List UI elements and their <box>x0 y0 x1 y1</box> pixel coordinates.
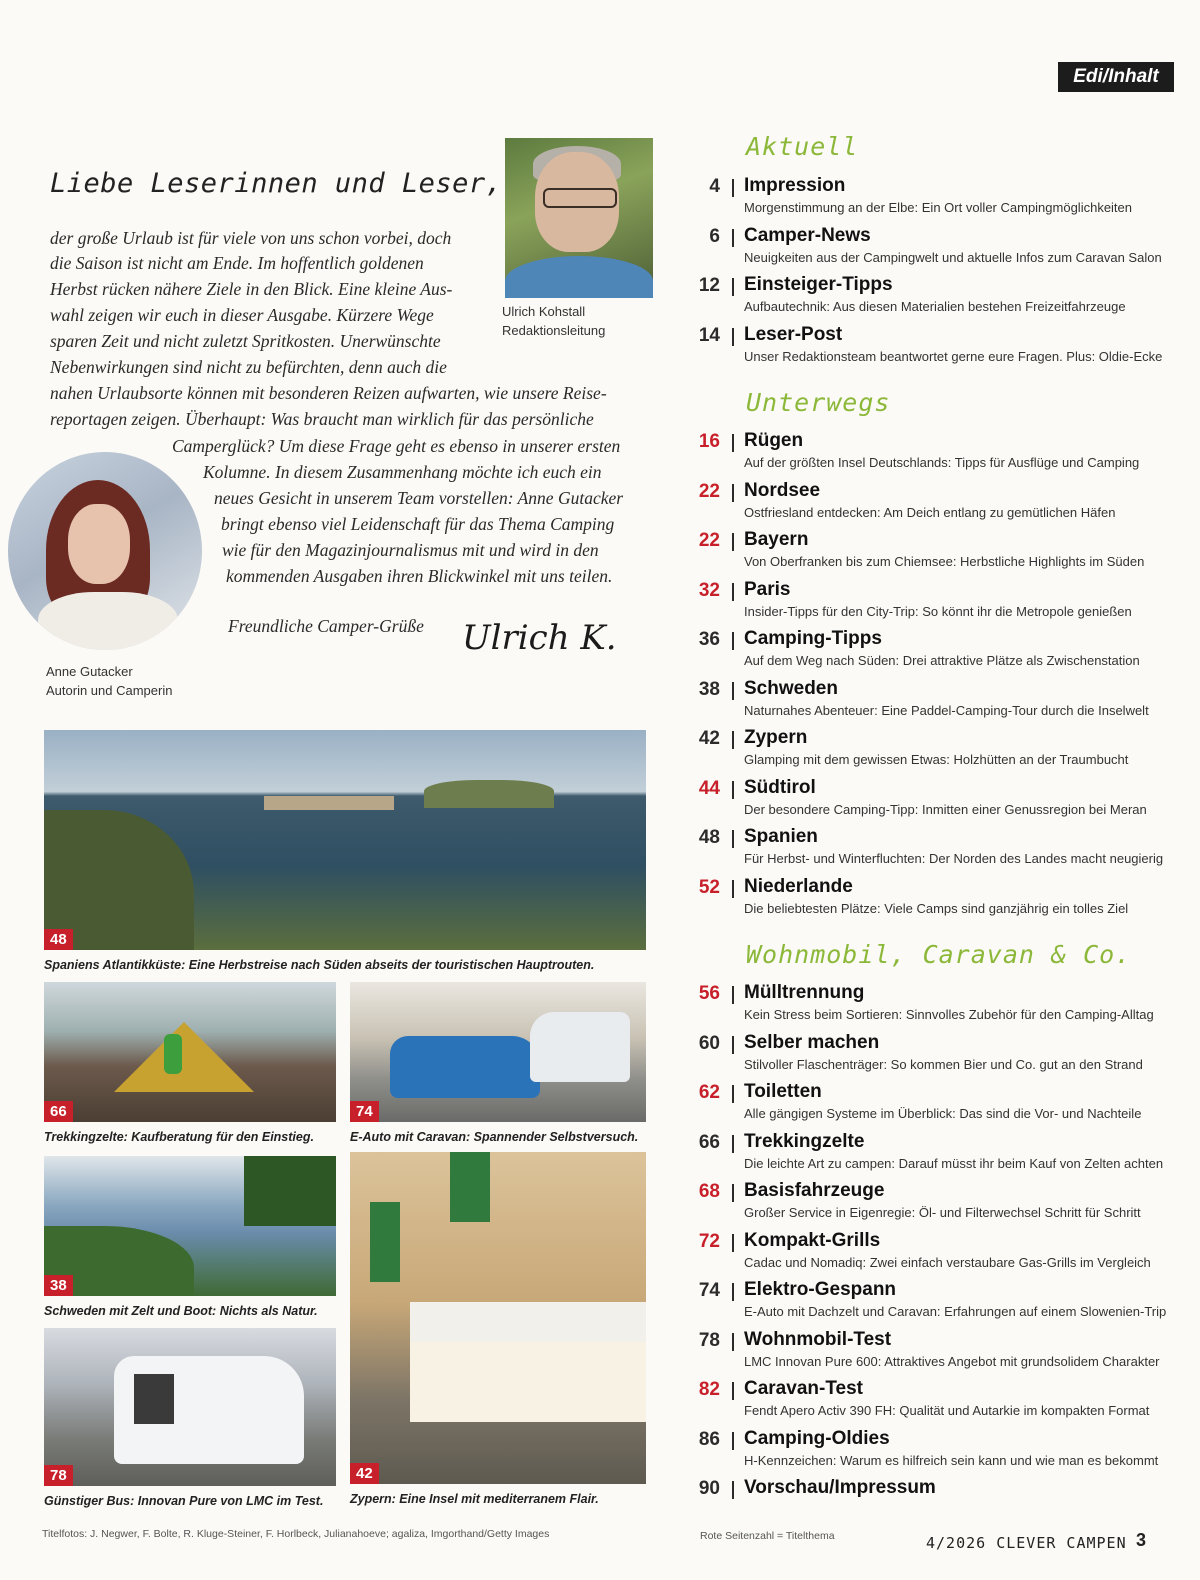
toc-entry[interactable] <box>690 983 1170 1031</box>
toc-page-number: 14 <box>698 324 720 346</box>
toc-entry[interactable] <box>690 530 1170 578</box>
editorial-line: Nebenwirkungen sind nicht zu befürchten, denn auch die <box>50 357 447 377</box>
page-badge: 42 <box>350 1463 379 1484</box>
toc-page-number: 6 <box>709 225 720 247</box>
toc-title: Bayern <box>744 529 809 550</box>
toc-separator <box>732 1036 734 1054</box>
toc-page-number: 60 <box>698 1032 720 1054</box>
toc-page-number: 82 <box>698 1379 720 1400</box>
toc-entry[interactable] <box>690 226 1170 274</box>
photo-tent <box>44 982 336 1122</box>
toc-title: Südtirol <box>744 776 816 798</box>
toc-separator <box>732 830 734 848</box>
toc-entry[interactable] <box>690 431 1170 479</box>
toc-entry[interactable] <box>690 1231 1170 1279</box>
editorial-line: Kolumne. In diesem Zusammenhang möchte ich euch ein <box>203 462 602 482</box>
toc-section-heading: Unterwegs <box>746 388 891 417</box>
page-badge: 48 <box>44 929 73 950</box>
toc-separator <box>732 682 734 700</box>
editorial-line: neues Gesicht in unserem Team vorstellen: Anne Gutacker <box>214 488 624 508</box>
toc-description: Glamping mit dem gewissen Etwas: Holzhütten an der Traumbucht <box>744 752 1129 767</box>
toc-entry[interactable] <box>690 1280 1170 1328</box>
toc-page-number: 86 <box>698 1428 720 1450</box>
toc-title: Zypern <box>744 727 808 748</box>
toc-entry[interactable] <box>690 275 1170 323</box>
toc-separator <box>732 1184 734 1202</box>
photo-cyprus <box>350 1152 646 1484</box>
toc-page-number: 22 <box>698 530 720 551</box>
toc-entry[interactable] <box>690 1478 1170 1526</box>
toc-page-number: 72 <box>698 1230 720 1252</box>
toc-entry[interactable] <box>690 827 1170 875</box>
photo-caption: Spaniens Atlantikküste: Eine Herbstreise nach Süden abseits der touristischen Hauptrouten. <box>44 958 595 972</box>
toc-section-heading: Wohnmobil, Caravan & Co. <box>746 940 1132 969</box>
toc-description: Auf dem Weg nach Süden: Drei attraktive Plätze als Zwischenstation <box>744 653 1140 668</box>
toc-separator <box>732 1432 734 1450</box>
toc-page-number: 48 <box>698 827 720 848</box>
toc-separator <box>732 328 734 346</box>
editorial-line: sparen Zeit und nicht zuletzt Spritkosten. Unerwünschte <box>50 331 441 351</box>
toc-description: Naturnahes Abenteuer: Eine Paddel-Camping-Tour durch die Inselwelt <box>744 702 1149 718</box>
author-name: Ulrich Kohstall <box>502 304 586 319</box>
photo-caption: Zypern: Eine Insel mit mediterranem Flair. <box>350 1492 599 1506</box>
toc-page-number: 42 <box>698 728 720 749</box>
toc-page-number: 56 <box>698 983 720 1004</box>
toc-description: Neuigkeiten aus der Campingwelt und aktuelle Infos zum Caravan Salon <box>744 249 1162 265</box>
toc-entry[interactable] <box>690 481 1170 529</box>
toc-separator <box>732 229 734 247</box>
toc-entry[interactable] <box>690 1132 1170 1180</box>
photo-caption: E-Auto mit Caravan: Spannender Selbstversuch. <box>350 1130 639 1144</box>
toc-title: Toiletten <box>744 1081 822 1102</box>
toc-title: Selber machen <box>744 1031 880 1053</box>
toc-description: Morgenstimmung an der Elbe: Ein Ort voller Campingmöglichkeiten <box>744 200 1133 215</box>
toc-description: E-Auto mit Dachzelt und Caravan: Erfahrungen auf einem Slowenien-Trip <box>744 1304 1167 1319</box>
editorial-line: bringt ebenso viel Leidenschaft für das Thema Camping <box>221 514 615 534</box>
toc-title: Basisfahrzeuge <box>744 1180 885 1201</box>
footer-note: Rote Seitenzahl = Titelthema <box>700 1530 835 1542</box>
toc-entry[interactable] <box>690 778 1170 826</box>
photo-caption: Trekkingzelte: Kaufberatung für den Einstieg. <box>44 1130 314 1144</box>
photo-caption: Günstiger Bus: Innovan Pure von LMC im Test. <box>44 1494 324 1508</box>
page-badge: 78 <box>44 1465 73 1486</box>
toc-page-number: 74 <box>698 1280 720 1301</box>
editorial-line: Camperglück? Um diese Frage geht es ebenso in unserer ersten <box>172 436 621 456</box>
toc-separator <box>732 731 734 749</box>
editorial-line: Herbst rücken nähere Ziele in den Blick. Eine kleine Aus- <box>50 279 453 299</box>
toc-description: LMC Innovan Pure 600: Attraktives Angebot mit grundsolidem Charakter <box>744 1353 1160 1369</box>
toc-entry[interactable] <box>690 629 1170 677</box>
toc-page-number: 36 <box>698 629 720 650</box>
editorial-line: der große Urlaub ist für viele von uns schon vorbei, doch <box>50 228 452 248</box>
toc-separator <box>732 484 734 502</box>
toc-page-number: 32 <box>698 579 720 601</box>
toc-description: Großer Service in Eigenregie: Öl- und Filterwechsel Schritt für Schritt <box>744 1205 1141 1220</box>
toc-entry[interactable] <box>690 728 1170 776</box>
editorial-line: wahl zeigen wir euch in dieser Ausgabe. Kürzere Wege <box>50 305 434 325</box>
editorial-line: wie für den Magazinjournalismus mit und wird in den <box>222 540 599 560</box>
toc-description: Insider-Tipps für den City-Trip: So könnt ihr die Metropole genießen <box>744 603 1132 619</box>
toc-page-number: 90 <box>698 1478 720 1499</box>
toc-page-number: 78 <box>698 1329 720 1351</box>
editorial-line: nahen Urlaubsorte können mit besonderen Reizen aufwarten, wie unsere Reise- <box>50 383 607 403</box>
toc-entry[interactable] <box>690 1330 1170 1378</box>
toc-entry[interactable] <box>690 1181 1170 1229</box>
toc-title: Camping-Tipps <box>744 628 882 649</box>
toc-title: Elektro-Gespann <box>744 1279 897 1300</box>
guest-caption <box>46 662 172 700</box>
toc-title: Impression <box>744 175 846 196</box>
toc-description: Aufbautechnik: Aus diesen Materialien bestehen Freizeitfahrzeuge <box>744 299 1126 314</box>
editorial-line: die Saison ist nicht am Ende. Im hoffentlich goldenen <box>50 253 424 273</box>
page-badge: 66 <box>44 1101 73 1122</box>
toc-page-number: 62 <box>698 1082 720 1103</box>
photo-van <box>44 1328 336 1486</box>
toc-entry[interactable] <box>690 1082 1170 1130</box>
toc-description: Auf der größten Insel Deutschlands: Tipps für Ausflüge und Camping <box>744 455 1140 470</box>
author-portrait <box>505 138 653 298</box>
toc-description: Die leichte Art zu campen: Darauf müsst ihr beim Kauf von Zelten achten <box>744 1155 1164 1171</box>
guest-role: Autorin und Camperin <box>46 683 173 698</box>
toc-entry[interactable] <box>690 325 1170 373</box>
toc-description: H-Kennzeichen: Warum es hilfreich sein kann und wie man es bekommt <box>744 1452 1159 1468</box>
toc-page-number: 38 <box>698 678 720 700</box>
toc-description: Stilvoller Flaschenträger: So kommen Bier und Co. gut an den Strand <box>744 1056 1143 1072</box>
toc-entry[interactable] <box>690 877 1170 925</box>
editorial-closing: Freundliche Camper-Grüße <box>228 616 424 636</box>
toc-title: Niederlande <box>744 875 853 897</box>
toc-separator <box>732 880 734 898</box>
photo-credits: Titelfotos: J. Negwer, F. Bolte, R. Kluge-Steiner, F. Horlbeck, Julianahoeve; agaliza, Imgorthand/Getty Images <box>42 1528 550 1540</box>
page-badge: 74 <box>350 1101 379 1122</box>
photo-spain <box>44 730 646 950</box>
toc-separator <box>732 781 734 799</box>
toc-title: Schweden <box>744 677 838 699</box>
toc-title: Wohnmobil-Test <box>744 1328 892 1350</box>
toc-description: Alle gängigen Systeme im Überblick: Das sind die Vor- und Nachteile <box>744 1106 1142 1121</box>
author-role: Redaktionsleitung <box>502 323 606 338</box>
toc-title: Kompakt-Grills <box>744 1229 881 1251</box>
toc-separator <box>732 1085 734 1103</box>
toc-title: Trekkingzelte <box>744 1130 865 1152</box>
toc-page-number: 4 <box>709 176 720 197</box>
toc-title: Leser-Post <box>744 323 843 345</box>
toc-entry[interactable] <box>690 176 1170 224</box>
photo-caption: Schweden mit Zelt und Boot: Nichts als Natur. <box>44 1304 318 1318</box>
toc-description: Die beliebtesten Plätze: Viele Camps sind ganzjährig ein tolles Ziel <box>744 900 1129 916</box>
guest-name: Anne Gutacker <box>46 664 133 679</box>
toc-separator <box>732 1234 734 1252</box>
photo-ecar <box>350 982 646 1122</box>
page-badge: 38 <box>44 1275 73 1296</box>
editorial-line: reportagen zeigen. Überhaupt: Was braucht man wirklich für das persönliche <box>50 409 594 429</box>
page-number: 3 <box>1136 1530 1147 1550</box>
toc-entry[interactable] <box>690 1379 1170 1427</box>
toc-title: Paris <box>744 578 791 600</box>
toc-title: Vorschau/Impressum <box>744 1477 936 1498</box>
toc-separator <box>732 278 734 296</box>
toc-title: Spanien <box>744 826 818 847</box>
toc-separator <box>732 1481 734 1499</box>
toc-description: Von Oberfranken bis zum Chiemsee: Herbstliche Highlights im Süden <box>744 554 1145 569</box>
editorial-salutation: Liebe Leserinnen und Leser, <box>50 168 503 199</box>
toc-description: Kein Stress beim Sortieren: Sinnvolles Zubehör für den Camping-Alltag <box>744 1007 1154 1022</box>
toc-entry[interactable] <box>690 1429 1170 1477</box>
author-caption <box>502 302 605 340</box>
toc-title: Einsteiger-Tipps <box>744 274 893 295</box>
toc-separator <box>732 583 734 601</box>
editorial-line: kommenden Ausgaben ihren Blickwinkel mit uns teilen. <box>226 566 613 586</box>
toc-entry[interactable] <box>690 1033 1170 1081</box>
toc-section-heading: Aktuell <box>746 132 859 161</box>
toc-title: Nordsee <box>744 479 821 501</box>
toc-separator <box>732 1135 734 1153</box>
toc-description: Cadac und Nomadiq: Zwei einfach verstaubare Gas-Grills im Vergleich <box>744 1254 1151 1270</box>
toc-separator <box>732 434 734 452</box>
toc-separator <box>732 1382 734 1400</box>
toc-description: Ostfriesland entdecken: Am Deich entlang zu gemütlichen Häfen <box>744 504 1116 520</box>
toc-page-number: 12 <box>698 275 720 296</box>
photo-sweden <box>44 1156 336 1296</box>
toc-separator <box>732 533 734 551</box>
toc-page-number: 16 <box>698 431 720 452</box>
toc-page-number: 52 <box>698 876 720 898</box>
toc-page-number: 22 <box>698 480 720 502</box>
toc-separator <box>732 986 734 1004</box>
toc-title: Rügen <box>744 430 804 451</box>
guest-portrait <box>8 452 202 650</box>
toc-entry[interactable] <box>690 679 1170 727</box>
toc-separator <box>732 1283 734 1301</box>
toc-entry[interactable] <box>690 580 1170 628</box>
toc-separator <box>732 1333 734 1351</box>
toc-separator <box>732 179 734 197</box>
toc-description: Für Herbst- und Winterfluchten: Der Norden des Landes macht neugierig <box>744 851 1164 866</box>
signature: Ulrich K. <box>462 618 617 658</box>
toc-title: Mülltrennung <box>744 982 865 1003</box>
toc-separator <box>732 632 734 650</box>
toc-page-number: 44 <box>698 777 720 799</box>
toc-title: Caravan-Test <box>744 1378 863 1399</box>
magazine-issue: 4/2026 CLEVER CAMPEN <box>926 1534 1127 1552</box>
toc-page-number: 66 <box>698 1131 720 1153</box>
section-tag: Edi/Inhalt <box>1058 62 1174 92</box>
toc-description: Der besondere Camping-Tipp: Inmitten einer Genussregion bei Meran <box>744 801 1147 817</box>
toc-description: Fendt Apero Activ 390 FH: Qualität und Autarkie im kompakten Format <box>744 1403 1150 1418</box>
toc-title: Camping-Oldies <box>744 1427 890 1449</box>
toc-title: Camper-News <box>744 224 871 246</box>
toc-description: Unser Redaktionsteam beantwortet gerne eure Fragen. Plus: Oldie-Ecke <box>744 348 1163 364</box>
toc-page-number: 68 <box>698 1181 720 1202</box>
